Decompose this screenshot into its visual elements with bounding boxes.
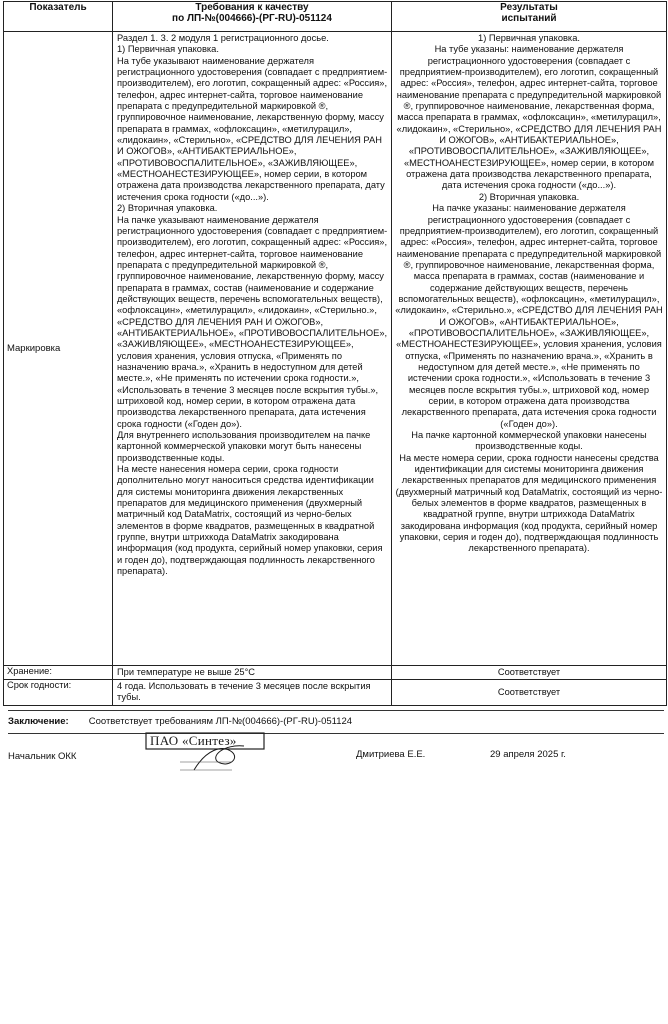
marking-requirement: Раздел 1. 3. 2 модуля 1 регистрационного досье. 1) Первичная упаковка. На тубе указывают наименование держателя регистрационного удостоверения (совпадает с предприятием-производителем), его логотип, сокращенный адрес: «Россия», телефон, адрес интернет-сайта, торговое наименование препарата с предупредительной маркировкой ®, группировочное наименование, лекарственную форму, массу препарата в граммах, «офлоксацин», «метилурацил», «лидокаин», «Стерильно», «СРЕДСТВО ДЛЯ ЛЕЧЕНИЯ РАН И ОЖОГОВ», «АНТИБАКТЕРИАЛЬНОЕ», «ПРОТИВОВОСПАЛИТЕЛЬНОЕ», «ЗАЖИВЛЯЮЩЕЕ», «МЕСТНОАНЕСТЕЗИРУЮЩЕЕ», номер серии, в котором отражена дата производства лекарственного препарата, дату истечения срока годности («до...»). 2) Вторичная упаковка. На пачке указывают наименование держателя регистрационного удостоверения (совпадает с предприятием-производителем), его логотип, сокращенный адрес: «Россия», телефон, адрес интернет-сайта, торговое наименование препарата с предупредительной маркировкой ®, группировочное наименование, лекарственную форму, массу препарата в граммах, состав (наименование и содержание действующих веществ, перечень вспомогательных веществ), «офлоксацин», «метилурацил», «лидокаин», «Стерильно.», «СРЕДСТВО ДЛЯ ЛЕЧЕНИЯ РАН И ОЖОГОВ», «АНТИБАКТЕРИАЛЬНОЕ», «ПРОТИВОВОСПАЛИТЕЛЬНОЕ», «ЗАЖИВЛЯЮЩЕЕ», «МЕСТНОАНЕСТЕЗИРУЮЩЕЕ», условия хранения, условия отпуска, «Применять по назначению врача.», «Хранить в недоступном для детей месте.», «Не применять по истечении срока годности.», «Использовать в течение 3 месяцев после вскрытия тубы.», штриховой код, номер серии, в котором отражена дата производства лекарственного препарата, дата истечения срока годности («Годен до»). Для внутреннего использования производителем на пачке картонной коммерческой упаковки могут быть нанесены производственные коды. На месте нанесения номера серии, срока годности дополнительно могут наноситься средства идентификации для системы мониторинга движения лекарственных препаратов для медицинского применения (двухмерный матричный код DataMatrix, состоящий из черно-белых элементов в форме квадратов, размещенных в квадратной группе, внутри штрихкода DataMatrix закодирована информация (код продукта, серийный номер упаковки, серия и годен до), подтверждающая подлинность лекарственного препарата). [113, 32, 392, 666]
table-row-storage [4, 666, 667, 680]
quality-spec-table [3, 1, 667, 706]
conclusion [8, 716, 352, 727]
signature-date: 29 апреля 2025 г. [490, 749, 566, 760]
stamp-org: ПАО «Синтез» [150, 733, 237, 748]
shelf-life-result: Соответствует [392, 680, 667, 706]
storage-result: Соответствует [392, 666, 667, 680]
table-row-shelf-life [4, 680, 667, 706]
divider-top [8, 710, 664, 711]
header-results-line1: Результаты [500, 2, 558, 13]
marking-result: 1) Первичная упаковка. На тубе указаны: наименование держателя регистрационного удостоверения (совпадает с предприятием-производителем), его логотип, сокращенный адрес: «Россия», телефон, адрес интернет-сайта, торговое наименование препарата с предупредительной маркировкой ®, группировочное наименование, лекарственная форма, масса препарата в граммах, «офлоксацин», «метилурацил», «лидокаин», «Стерильно», «СРЕДСТВО ДЛЯ ЛЕЧЕНИЯ РАН И ОЖОГОВ», «АНТИБАКТЕРИАЛЬНОЕ», «ПРОТИВОВОСПАЛИТЕЛЬНОЕ», «ЗАЖИВЛЯЮЩЕЕ», «МЕСТНОАНЕСТЕЗИРУЮЩЕЕ», номер серии, в котором отражена дата производства лекарственного препарата, дата истечения срока годности («до...»). 2) Вторичная упаковка. На пачке указаны: наименование держателя регистрационного удостоверения (совпадает с предприятием-производителем), его логотип, сокращенный адрес: «Россия», телефон, адрес интернет-сайта, торговое наименование препарата с предупредительной маркировкой ®, группировочное наименование, лекарственная форма, масса препарата в граммах, состав (наименование и содержание действующих веществ, перечень вспомогательных веществ), «офлоксацин», «метилурацил», «лидокаин», «Стерильно.», «СРЕДСТВО ДЛЯ ЛЕЧЕНИЯ РАН И ОЖОГОВ», «АНТИБАКТЕРИАЛЬНОЕ», «ПРОТИВОВОСПАЛИТЕЛЬНОЕ», «ЗАЖИВЛЯЮЩЕЕ», «МЕСТНОАНЕСТЕЗИРУЮЩЕЕ», условия хранения, условия отпуска, «Применять по назначению врача.», «Хранить в недоступном для детей месте.», «Не применять по истечении срока годности.», «Использовать в течение 3 месяцев после вскрытия тубы.», штриховой код, номер серии, в котором отражена дата производства лекарственного препарата, дата истечения срока годности («Годен до»). На пачке картонной коммерческой упаковки нанесены производственные коды. На месте номера серии, срока годности нанесены средства идентификации для системы мониторинга движения лекарственных препаратов для медицинского применения (двухмерный матричный код DataMatrix, состоящий из черно-белых элементов в форме квадратов, размещенных в квадратной группе, внутри штрихкода DataMatrix закодирована информация (код продукта, серийный номер упаковки, серия и годен до), подтверждающая подлинность лекарственного препарата). [392, 32, 667, 666]
header-requirements-line1: Требования к качеству [195, 2, 309, 13]
table-header-row [4, 2, 667, 32]
header-requirements-line2: по ЛП-№(004666)-(РГ-RU)-051124 [172, 13, 332, 24]
marking-label: Маркировка [4, 32, 113, 666]
storage-label: Хранение: [4, 666, 113, 680]
header-indicator: Показатель [4, 2, 113, 32]
header-results-line2: испытаний [501, 13, 557, 24]
signatory-position: Начальник ОКК [8, 751, 77, 762]
header-requirements [113, 2, 392, 32]
divider-bottom [8, 733, 664, 734]
shelf-life-label: Срок годности: [4, 680, 113, 706]
shelf-life-requirement: 4 года. Использовать в течение 3 месяцев после вскрытия тубы. [113, 680, 392, 706]
storage-requirement: При температуре не выше 25°С [113, 666, 392, 680]
table-row-marking [4, 32, 667, 666]
header-results [392, 2, 667, 32]
company-stamp [136, 732, 266, 780]
conclusion-value: Соответствует требованиям ЛП-№(004666)-(РГ-RU)-051124 [88, 716, 353, 727]
signatory-name: Дмитриева Е.Е. [356, 749, 426, 760]
conclusion-label: Заключение: [8, 716, 69, 727]
